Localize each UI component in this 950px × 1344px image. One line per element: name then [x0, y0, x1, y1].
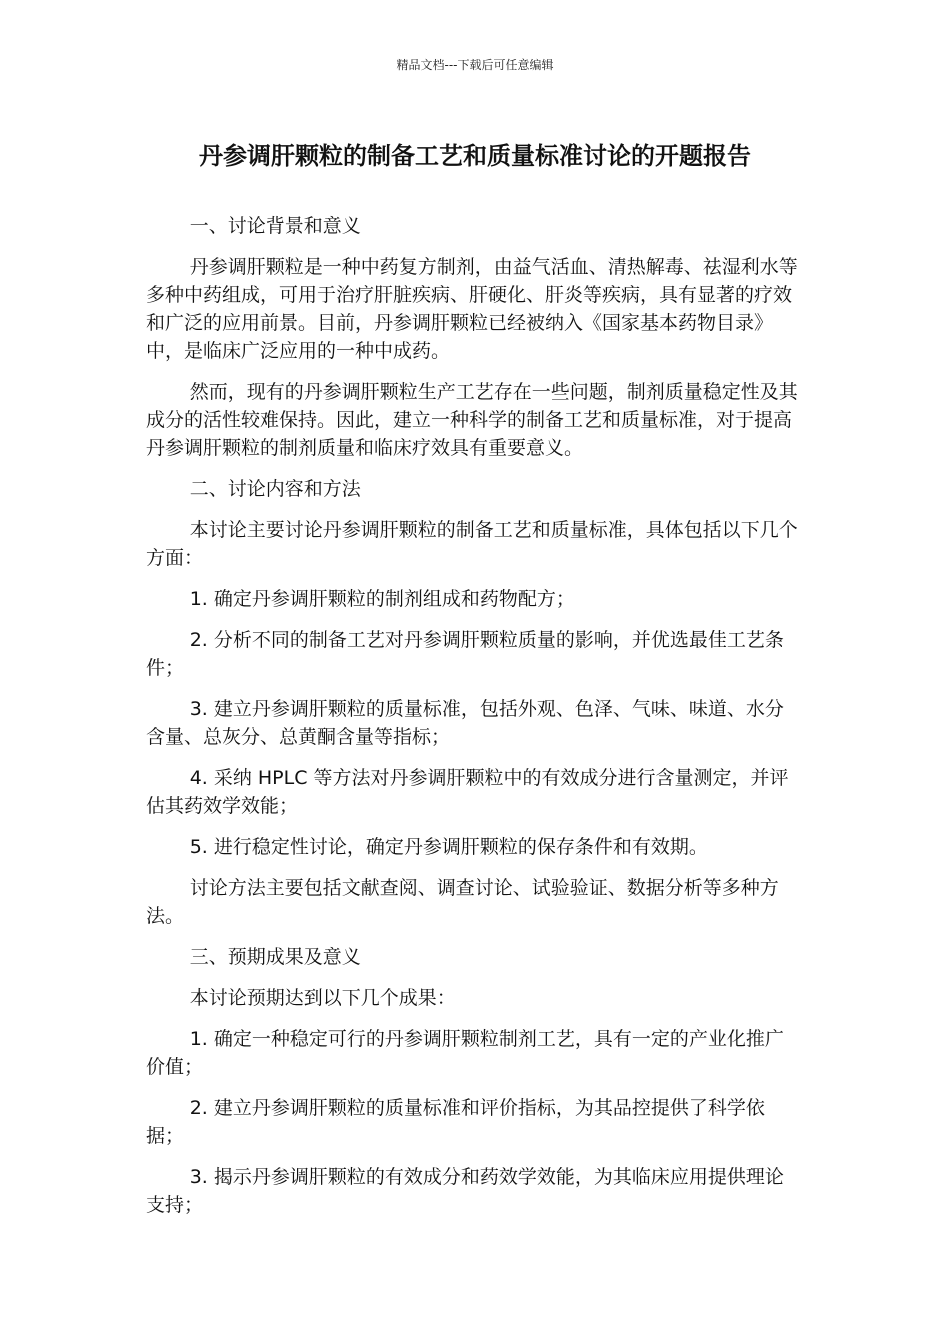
list-item: 5. 进行稳定性讨论，确定丹参调肝颗粒的保存条件和有效期。: [189, 836, 708, 858]
list-item: 2. 建立丹参调肝颗粒的质量标准和评价指标，为其品控提供了科学依据；: [146, 1097, 765, 1147]
header-note: 精品文档---下载后可任意编辑: [396, 58, 554, 72]
paragraph-results-intro: 本讨论预期达到以下几个成果：: [189, 987, 456, 1009]
list-item: 1. 确定丹参调肝颗粒的制剂组成和药物配方；: [189, 588, 575, 610]
section-heading-content-methods: 二、讨论内容和方法: [189, 478, 361, 500]
document-body: [146, 212, 802, 1232]
list-item: 3. 揭示丹参调肝颗粒的有效成分和药效学效能，为其临床应用提供理论支持；: [146, 1166, 784, 1216]
paragraph-problem: 然而，现有的丹参调肝颗粒生产工艺存在一些问题，制剂质量稳定性及其成分的活性较难保持。因此，建立一种科学的制备工艺和质量标准，对于提高丹参调肝颗粒的制剂质量和临床疗效具有重要意义。: [146, 381, 798, 459]
list-item: 2. 分析不同的制备工艺对丹参调肝颗粒质量的影响，并优选最佳工艺条件；: [146, 629, 784, 679]
paragraph-content-intro: 本讨论主要讨论丹参调肝颗粒的制备工艺和质量标准，具体包括以下几个方面：: [146, 519, 798, 569]
list-item: 1. 确定一种稳定可行的丹参调肝颗粒制剂工艺，具有一定的产业化推广价值；: [146, 1028, 784, 1078]
paragraph-methods: 讨论方法主要包括文献查阅、调查讨论、试验验证、数据分析等多种方法。: [146, 877, 779, 927]
list-item: 3. 建立丹参调肝颗粒的质量标准，包括外观、色泽、气味、味道、水分含量、总灰分、总黄酮含量等指标；: [146, 698, 784, 748]
section-heading-background: 一、讨论背景和意义: [189, 215, 361, 237]
paragraph-intro: 丹参调肝颗粒是一种中药复方制剂，由益气活血、清热解毒、祛湿利水等多种中药组成，可用于治疗肝脏疾病、肝硬化、肝炎等疾病，具有显著的疗效和广泛的应用前景。目前，丹参调肝颗粒已经被纳入《国家基本药物目录》中，是临床广泛应用的一种中成药。: [146, 256, 798, 362]
list-item: 4. 采纳 HPLC 等方法对丹参调肝颗粒中的有效成分进行含量测定，并评估其药效学效能；: [146, 767, 789, 817]
document-title: 丹参调肝颗粒的制备工艺和质量标准讨论的开题报告: [199, 142, 751, 170]
section-heading-expected-results: 三、预期成果及意义: [189, 946, 361, 968]
